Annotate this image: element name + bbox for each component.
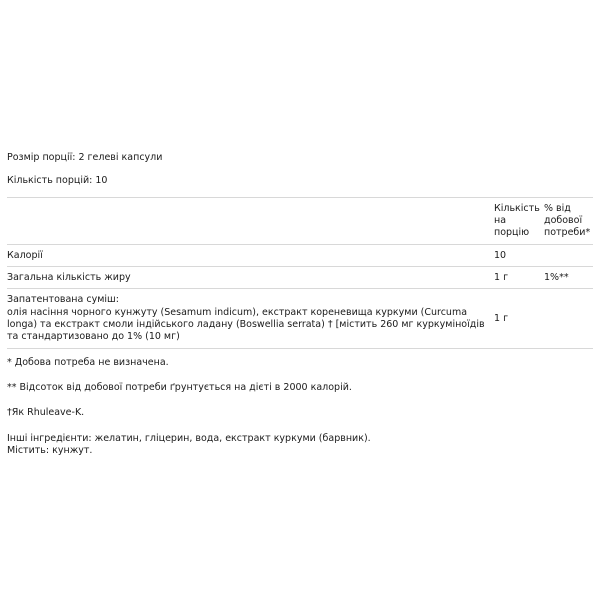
blend-description: олія насіння чорного кунжуту (Sesamum indicum), екстракт кореневища куркуми (Curcuma longa) та екстракт смоли індійського ладану (Boswellia serrata) † [містить 260 мг куркуміноїдів та стандартизовано до 1% (10 мг): [7, 306, 485, 343]
row-daily-value: [544, 250, 593, 262]
serving-size: Розмір порції: 2 гелеві капсули: [7, 152, 163, 163]
row-amount: 1 г: [494, 272, 509, 284]
blend-daily-value: [544, 294, 593, 343]
header-spacer: [7, 203, 494, 240]
footnote-trademark: †Як Rhuleave-K.: [7, 407, 85, 419]
table-row-proprietary-blend: [7, 289, 593, 347]
row-amount: 10: [494, 249, 507, 261]
blend-amount: 1 г: [494, 312, 509, 324]
footnotes: [7, 357, 593, 458]
row-name: Загальна кількість жиру: [7, 272, 131, 284]
blend-text: [7, 294, 494, 343]
blend-title: Запатентована суміш:: [7, 294, 119, 306]
header-daily-value: % від добової потреби*: [544, 202, 591, 239]
table-row-calories: [7, 245, 593, 266]
row-daily-value: 1%**: [544, 272, 569, 284]
header-amount-per-serving: Кількість на порцію: [494, 202, 540, 239]
footnote-daily-value-basis: ** Відсоток від добової потреби ґрунтується на дієті в 2000 калорій.: [7, 382, 352, 394]
row-name: Калорії: [7, 249, 43, 261]
divider: [7, 348, 593, 349]
footnote-daily-value-not-established: * Добова потреба не визначена.: [7, 356, 169, 368]
supplement-facts-panel: [7, 152, 593, 458]
table-header: [7, 198, 593, 244]
table-row-total-fat: [7, 267, 593, 288]
other-ingredients: Інші інгредієнти: желатин, гліцерин, вода, екстракт куркуми (барвник).: [7, 432, 371, 444]
servings-per-container: Кількість порцій: 10: [7, 175, 108, 187]
contains-allergens: Містить: кунжут.: [7, 445, 93, 457]
